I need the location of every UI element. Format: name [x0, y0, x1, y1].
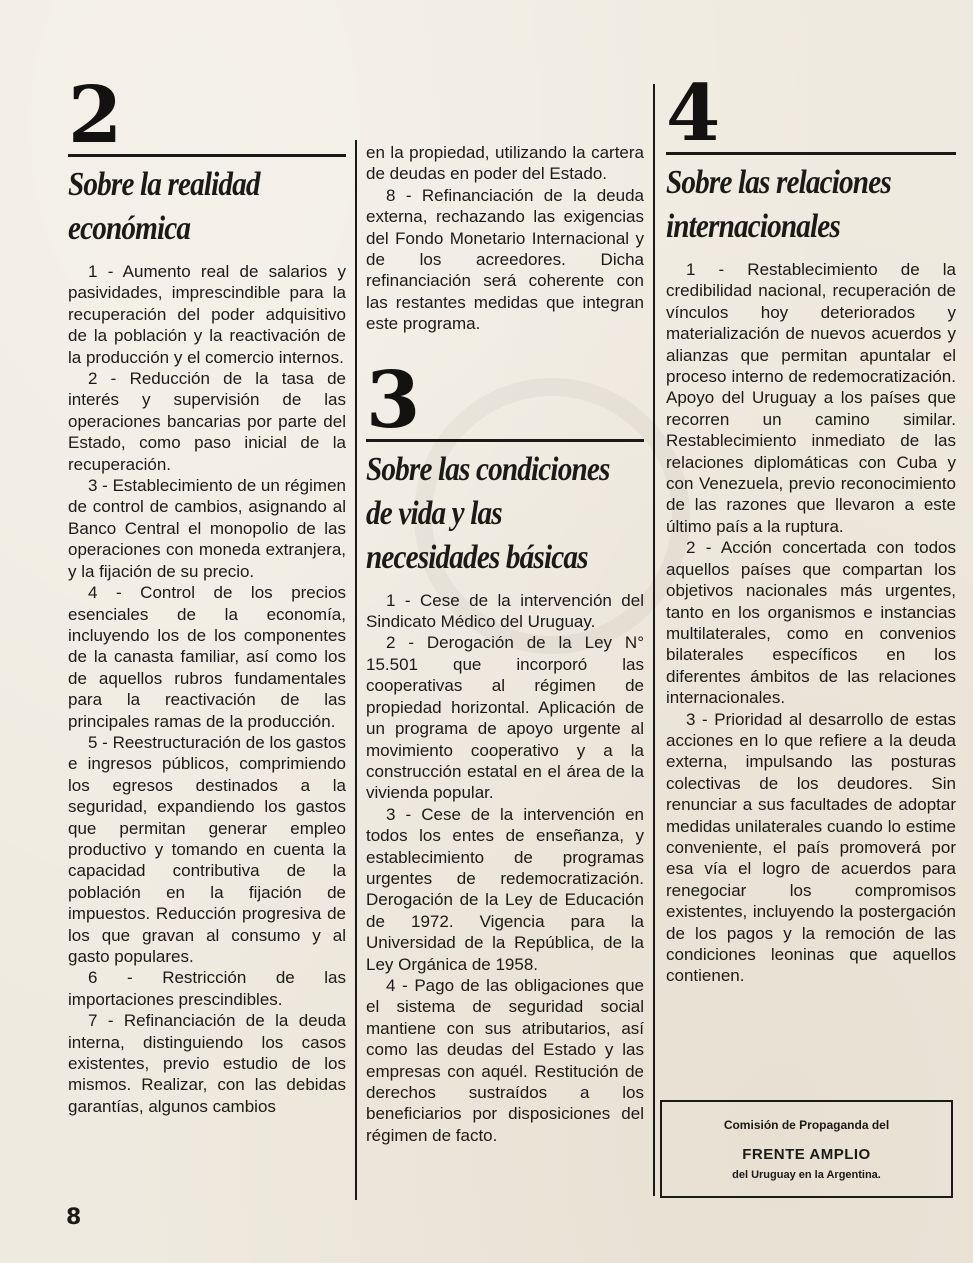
section-4-item-3: 3 - Prioridad al desarrollo de estas acciones en lo que refiere a la deuda externa, impulsando las posturas colectivas de los deudores. Sin renunciar a sus facultades de adoptar medidas unilaterales cuando lo estime conveniente, el país promoverá por esa vía el logro de acuerdos para renegociar los compromisos existentes, incluyendo la postergación de los pagos y la remoción de las condiciones leoninas que aquellos contienen. [666, 709, 956, 986]
section-2-heading-line2: económica [68, 210, 191, 247]
middle-column [366, 142, 644, 1146]
section-4-item-2: 2 - Acción concertada con todos aquellos países que compartan los objetivos nacionales más urgentes, tanto en los organismos e instancias multilaterales, como en convenios bilaterales específicos en los diferentes ámbitos de las relaciones internacionales. [666, 538, 956, 708]
section-3-heading-line1: Sobre las condiciones [366, 450, 610, 488]
section-2-item-4: 4 - Control de los precios esenciales de la economía, incluyendo los de los componentes de la canasta familiar, así como los de aquellos rubros fundamentales para la reactivación de las principales ramas de la producción. [68, 583, 346, 731]
section-3-item-1: 1 - Cese de la intervención del Sindicato Médico del Uruguay. [366, 590, 644, 632]
section-4-number: 4 [666, 68, 721, 159]
section-2-item-2: 2 - Reducción de la tasa de interés y supervisión de las operaciones bancarias por parte del Estado, como paso inicial de la recuperación. [68, 369, 346, 474]
credit-box [660, 1100, 953, 1198]
section-2-heading [68, 163, 345, 251]
section-2-item-6: 6 - Restricción de las importaciones prescindibles. [68, 968, 346, 1009]
section-3-number: 3 [366, 354, 421, 446]
column-divider-left [355, 140, 357, 1200]
section-4-column [666, 68, 956, 987]
section-2-item-3: 3 - Establecimiento de un régimen de control de cambios, asignando al Banco Central el monopolio de las operaciones con moneda extranjera, y la fijación de su precio. [68, 476, 346, 581]
section-3-heading-line3: necesidades básicas [366, 538, 588, 576]
section-2-number: 2 [68, 70, 123, 161]
section-3-heading-line2: de vida y las [366, 494, 502, 532]
section-2-item-1: 1 - Aumento real de salarios y pasividades, imprescindible para la recuperación del poder adquisitivo de la población y la reactivación de la producción y el comercio internos. [68, 262, 346, 367]
credit-line-3: del Uruguay en la Argentina. [732, 1169, 881, 1181]
section-2-item-8: 8 - Refinanciación de la deuda externa, rechazando las exigencias del Fondo Monetario Internacional y de los acreedores. Dicha refinanciación será coherente con las restantes medidas que integran este programa. [366, 185, 644, 334]
section-4-heading [666, 161, 955, 249]
column-divider-right [653, 84, 655, 1196]
section-4-item-1: 1 - Restablecimiento de la credibilidad nacional, recuperación de vínculos hoy deteriorados y materialización de nuevos acuerdos y alianzas que permitan apuntalar el proceso interno de redemocratización. Apoyo del Uruguay a los países que recorren un camino similar. Restablecimiento inmediato de las relaciones diplomáticas con Cuba y con Venezuela, previo reconocimiento de las razones que llevaron a este último país a la ruptura. [666, 260, 956, 536]
section-4-heading-line1: Sobre las relaciones [666, 164, 891, 201]
section-2-continuation: en la propiedad, utilizando la cartera de deudas en poder del Estado. [366, 143, 644, 184]
section-3-item-3: 3 - Cese de la intervención en todos los entes de enseñanza, y establecimiento de programas urgentes de redemocratización. Derogación de la Ley de Educación de 1972. Vigencia para la Universidad de la República, de la Ley Orgánica de 1958. [366, 804, 644, 974]
section-3-item-4: 4 - Pago de las obligaciones que el sistema de seguridad social mantiene con sus atributarios, así como las deudas del Estado y las empresas con aquél. Restitución de derechos sustraídos a los beneficiarios por disposiciones del régimen de facto. [366, 975, 644, 1145]
credit-line-1: Comisión de Propaganda del [723, 1118, 890, 1132]
section-2-heading-line1: Sobre la realidad [68, 166, 260, 203]
section-3-heading [366, 448, 643, 580]
section-2-column [68, 70, 346, 1117]
credit-line-2: FRENTE AMPLIO [742, 1146, 871, 1163]
section-2-item-5: 5 - Reestructuración de los gastos e ingresos públicos, comprimiendo los egresos destinados a la seguridad, expandiendo los gastos que permitan generar empleo productivo y tomando en cuenta la capacidad contributiva de la población en la fijación de impuestos. Reducción progresiva de los que gravan al consumo y al gasto populares. [68, 732, 346, 966]
section-4-heading-line2: internacionales [666, 208, 840, 245]
page-number: 8 [66, 1205, 82, 1230]
section-3-item-2: 2 - Derogación de la Ley N° 15.501 que incorporó las cooperativas al régimen de propiedad horizontal. Aplicación de un programa de apoyo urgente al movimiento cooperativo y a la construcción estatal en el área de la vivienda popular. [366, 633, 644, 803]
section-2-item-7: 7 - Refinanciación de la deuda interna, distinguiendo los casos existentes, previo estudio de los mismos. Realizar, con las debidas garantías, algunos cambios [68, 1011, 346, 1116]
